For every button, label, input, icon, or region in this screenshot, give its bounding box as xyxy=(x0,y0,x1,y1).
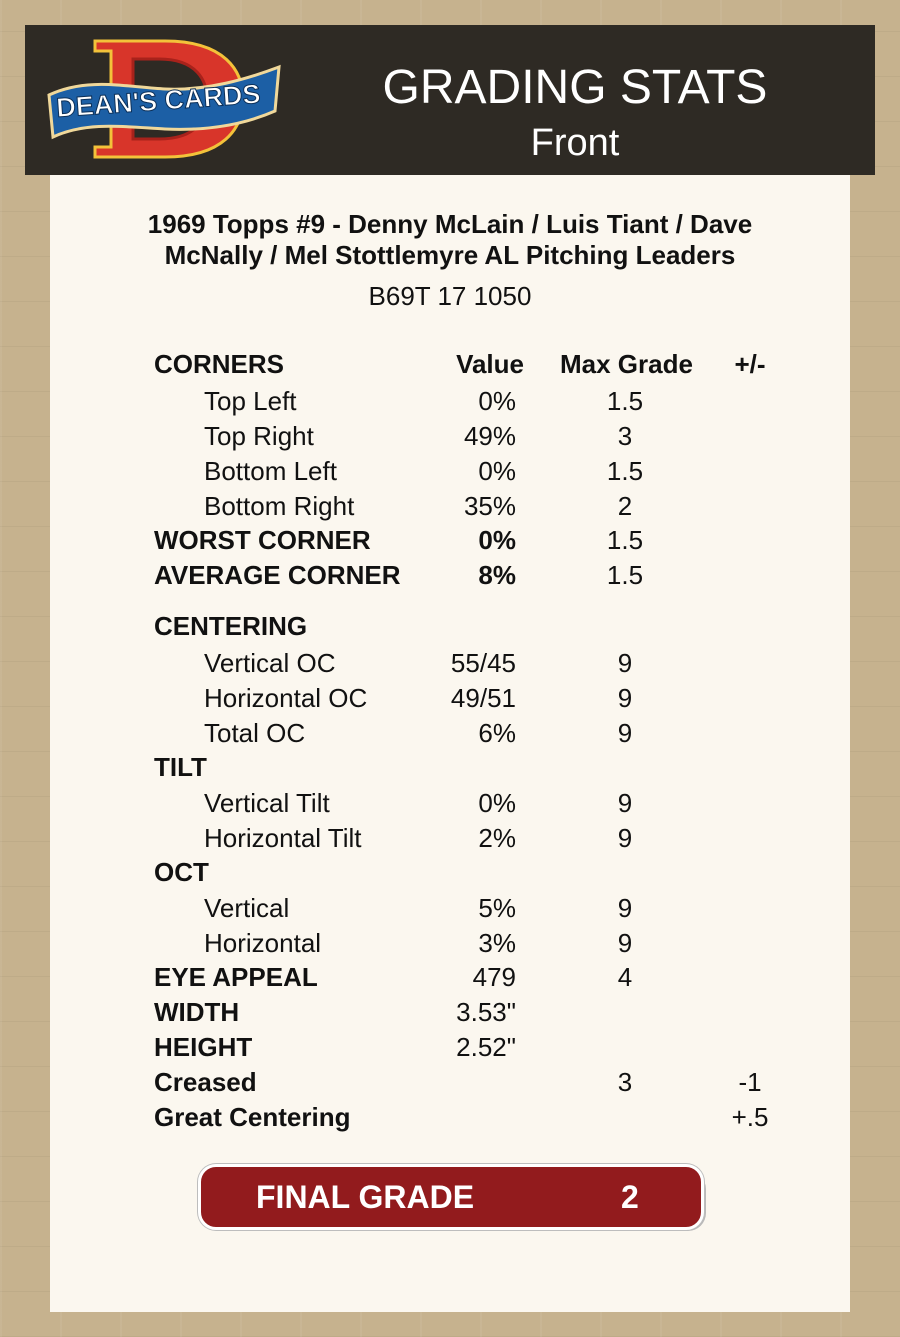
row-value: 479 xyxy=(472,962,516,992)
deans-cards-logo xyxy=(47,37,283,161)
row-value: 35% xyxy=(463,491,516,521)
row-bottom-left xyxy=(50,454,850,489)
row-label: Vertical Tilt xyxy=(204,788,330,818)
row-value: 8% xyxy=(478,560,516,590)
row-label: CENTERING xyxy=(154,611,308,641)
row-max-grade: 3 xyxy=(617,1067,633,1097)
row-label: Bottom Right xyxy=(204,491,355,521)
row-label: EYE APPEAL xyxy=(154,962,318,992)
row-label: Vertical xyxy=(204,893,290,923)
row-width xyxy=(50,995,850,1030)
row-value: 0% xyxy=(478,525,516,555)
row-eye-appeal xyxy=(50,960,850,995)
row-label: WIDTH xyxy=(154,997,240,1027)
row-label: Horizontal OC xyxy=(204,683,368,713)
row-label: CORNERS xyxy=(154,349,285,379)
row-label: Horizontal xyxy=(204,928,322,958)
row-worst-corner xyxy=(50,523,850,558)
row-label: WORST CORNER xyxy=(154,525,371,555)
row-max-grade: 9 xyxy=(617,823,633,853)
row-value: 0% xyxy=(478,386,516,416)
row-value: 0% xyxy=(478,456,516,486)
logo-text: DEAN'S CARDS xyxy=(55,78,262,123)
header-banner xyxy=(25,25,875,175)
row-max-grade: 9 xyxy=(617,788,633,818)
row-value: 0% xyxy=(478,788,516,818)
column-header-value: Value xyxy=(456,349,524,379)
row-vertical-oc xyxy=(50,646,850,681)
row-label: Total OC xyxy=(204,718,306,748)
row-label: HEIGHT xyxy=(154,1032,253,1062)
row-label: AVERAGE CORNER xyxy=(154,560,401,590)
row-horizontal-oc xyxy=(50,681,850,716)
row-average-corner xyxy=(50,558,850,593)
row-value: 49/51 xyxy=(450,683,516,713)
row-label: Creased xyxy=(154,1067,257,1097)
row-label: Vertical OC xyxy=(204,648,336,678)
row-max-grade: 1.5 xyxy=(606,560,644,590)
row-centering xyxy=(50,609,850,644)
row-tilt xyxy=(50,750,850,785)
row-value: 5% xyxy=(478,893,516,923)
row-top-right xyxy=(50,419,850,454)
final-grade-bar xyxy=(198,1164,704,1230)
row-label: Top Right xyxy=(204,421,314,451)
row-max-grade: 9 xyxy=(617,718,633,748)
row-max-grade: 9 xyxy=(617,648,633,678)
grading-card xyxy=(50,175,850,1312)
row-value: 2% xyxy=(478,823,516,853)
row-horizontal xyxy=(50,926,850,961)
row-max-grade: 2 xyxy=(617,491,633,521)
page-subtitle: Front xyxy=(530,122,620,164)
row-max-grade: 4 xyxy=(617,962,633,992)
row-plus-minus: +.5 xyxy=(731,1102,769,1132)
row-corners xyxy=(50,347,850,382)
row-vertical-tilt xyxy=(50,786,850,821)
row-max-grade: 1.5 xyxy=(606,525,644,555)
row-label: Top Left xyxy=(204,386,297,416)
row-horizontal-tilt xyxy=(50,821,850,856)
row-max-grade: 3 xyxy=(617,421,633,451)
row-label: Bottom Left xyxy=(204,456,337,486)
row-label: Great Centering xyxy=(154,1102,351,1132)
row-value: 2.52" xyxy=(456,1032,516,1062)
card-code: B69T 17 1050 xyxy=(368,281,532,311)
row-value: 3% xyxy=(478,928,516,958)
row-total-oc xyxy=(50,716,850,751)
final-grade-value: 2 xyxy=(621,1179,639,1215)
row-top-left xyxy=(50,384,850,419)
page-title: GRADING STATS xyxy=(382,61,768,114)
row-creased xyxy=(50,1065,850,1100)
row-label: TILT xyxy=(154,752,207,782)
row-vertical xyxy=(50,891,850,926)
final-grade-label: FINAL GRADE xyxy=(256,1179,475,1215)
row-oct xyxy=(50,855,850,890)
column-header-max-grade: Max Grade xyxy=(560,349,693,379)
row-value: 55/45 xyxy=(450,648,516,678)
card-title: 1969 Topps #9 - Denny McLain / Luis Tiant / Dave McNally / Mel Stottlemyre AL Pitching Leaders xyxy=(147,209,753,270)
row-plus-minus: -1 xyxy=(738,1067,762,1097)
row-bottom-right xyxy=(50,489,850,524)
row-max-grade: 9 xyxy=(617,683,633,713)
row-max-grade: 9 xyxy=(617,893,633,923)
row-label: Horizontal Tilt xyxy=(204,823,362,853)
column-header-plus-minus: +/- xyxy=(734,349,766,379)
row-value: 3.53" xyxy=(456,997,516,1027)
row-max-grade: 9 xyxy=(617,928,633,958)
row-value: 6% xyxy=(478,718,516,748)
row-value: 49% xyxy=(463,421,516,451)
row-max-grade: 1.5 xyxy=(606,386,644,416)
row-height xyxy=(50,1030,850,1065)
row-max-grade: 1.5 xyxy=(606,456,644,486)
row-great-centering xyxy=(50,1100,850,1135)
row-label: OCT xyxy=(154,857,209,887)
